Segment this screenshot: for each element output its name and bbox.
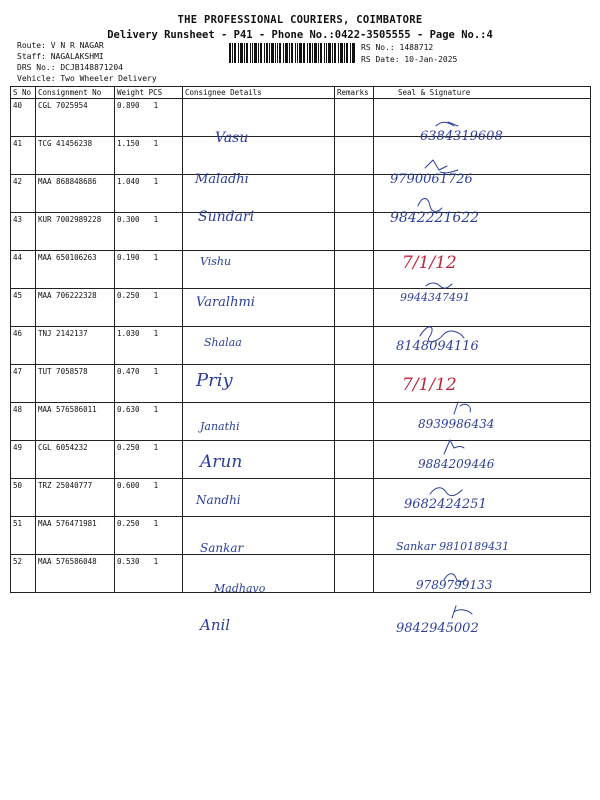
consignment-cell: KUR 7002989228 bbox=[36, 213, 115, 251]
col-remarks-header: Remarks bbox=[335, 87, 374, 99]
consignee-handwriting: Maladhi bbox=[195, 172, 249, 187]
sno-cell: 46 bbox=[11, 327, 36, 365]
col-weight-header: Weight bbox=[117, 88, 145, 97]
signature-handwriting: 9884209446 bbox=[418, 457, 495, 471]
sno-cell: 45 bbox=[11, 289, 36, 327]
pcs-value: 1 bbox=[153, 329, 159, 338]
vehicle-label: Vehicle: Two Wheeler Delivery bbox=[17, 74, 157, 83]
sno-cell: 44 bbox=[11, 251, 36, 289]
sno-cell: 49 bbox=[11, 441, 36, 479]
consignee-handwriting: Sundari bbox=[198, 209, 255, 225]
sno-cell: 43 bbox=[11, 213, 36, 251]
consignment-cell: MAA 868848686 bbox=[36, 175, 115, 213]
weight-value: 0.250 bbox=[117, 291, 140, 300]
company-title: THE PROFESSIONAL COURIERS, COIMBATORE bbox=[177, 14, 423, 26]
weight-value: 1.040 bbox=[117, 177, 140, 186]
weight-value: 0.890 bbox=[117, 101, 140, 110]
drs-number: DRS No.: DCJB148871204 bbox=[17, 63, 123, 72]
sno-cell: 41 bbox=[11, 137, 36, 175]
consignee-handwriting: Arun bbox=[200, 452, 243, 472]
runsheet-subtitle: Delivery Runsheet - P41 - Phone No.:0422-3505555 - Page No.:4 bbox=[107, 29, 493, 41]
rs-number: RS No.: 1488712 bbox=[361, 43, 434, 52]
signature-handwriting: 8148094116 bbox=[396, 339, 479, 354]
staff-label: Staff: NAGALAKSHMI bbox=[17, 52, 104, 61]
consignee-handwriting: Varalhmi bbox=[196, 295, 255, 310]
pcs-value: 1 bbox=[153, 253, 159, 262]
col-consignee-header: Consignee Details bbox=[183, 87, 335, 99]
col-pcs-header: PCS bbox=[148, 88, 163, 97]
pcs-value: 1 bbox=[153, 443, 159, 452]
weight-value: 1.150 bbox=[117, 139, 140, 148]
signature-handwriting: 9789799133 bbox=[416, 578, 493, 592]
sno-cell: 47 bbox=[11, 365, 36, 403]
weight-value: 0.600 bbox=[117, 481, 140, 490]
weight-value: 1.030 bbox=[117, 329, 140, 338]
consignee-handwriting: Vasu bbox=[215, 130, 249, 146]
weight-value: 0.470 bbox=[117, 367, 140, 376]
sno-cell: 40 bbox=[11, 99, 36, 137]
signature-handwriting: 9682424251 bbox=[404, 497, 487, 512]
sno-cell: 51 bbox=[11, 517, 36, 555]
consignee-handwriting: Nandhi bbox=[196, 493, 241, 507]
weight-value: 0.300 bbox=[117, 215, 140, 224]
weight-value: 0.530 bbox=[117, 557, 140, 566]
pcs-value: 1 bbox=[153, 215, 159, 224]
col-seal-header: Seal & Signature bbox=[374, 87, 591, 99]
consignee-handwriting: Madhavo bbox=[214, 582, 266, 595]
sno-cell: 52 bbox=[11, 555, 36, 593]
pcs-value: 1 bbox=[153, 177, 159, 186]
weight-value: 0.250 bbox=[117, 443, 140, 452]
consignment-cell: TCG 41456238 bbox=[36, 137, 115, 175]
sno-cell: 50 bbox=[11, 479, 36, 517]
weight-value: 0.250 bbox=[117, 519, 140, 528]
consignment-cell: MAA 576586048 bbox=[36, 555, 115, 593]
route-label: Route: V N R NAGAR bbox=[17, 41, 104, 50]
signature-handwriting: 9842221622 bbox=[390, 210, 480, 226]
consignment-cell: CGL 6054232 bbox=[36, 441, 115, 479]
rs-date: RS Date: 10-Jan-2025 bbox=[361, 55, 458, 64]
consignee-handwriting: Janathi bbox=[200, 420, 240, 433]
signature-handwriting: 6384319608 bbox=[420, 129, 503, 144]
consignment-cell: MAA 706222328 bbox=[36, 289, 115, 327]
signature-handwriting: 7/1/12 bbox=[402, 253, 457, 273]
pcs-value: 1 bbox=[153, 557, 159, 566]
consignee-handwriting: Vishu bbox=[200, 255, 232, 268]
pcs-value: 1 bbox=[153, 405, 159, 414]
signature-handwriting: Sankar 9810189431 bbox=[396, 540, 510, 553]
pcs-value: 1 bbox=[153, 367, 159, 376]
pcs-value: 1 bbox=[153, 481, 159, 490]
pcs-value: 1 bbox=[153, 519, 159, 528]
consignment-cell: CGL 7025954 bbox=[36, 99, 115, 137]
weight-value: 0.630 bbox=[117, 405, 140, 414]
signature-handwriting: 8939986434 bbox=[418, 417, 495, 431]
consignment-cell: TUT 7058578 bbox=[36, 365, 115, 403]
sno-cell: 42 bbox=[11, 175, 36, 213]
pcs-value: 1 bbox=[153, 101, 159, 110]
signature-handwriting: 7/1/12 bbox=[402, 375, 457, 395]
col-sno-header: S No bbox=[11, 87, 36, 99]
consignment-cell: TNJ 2142137 bbox=[36, 327, 115, 365]
pcs-value: 1 bbox=[153, 291, 159, 300]
consignee-handwriting: Sankar bbox=[200, 541, 244, 555]
consignment-cell: MAA 650106263 bbox=[36, 251, 115, 289]
weight-value: 0.190 bbox=[117, 253, 140, 262]
consignment-cell: MAA 576586011 bbox=[36, 403, 115, 441]
pcs-value: 1 bbox=[153, 139, 159, 148]
consignment-cell: TRZ 25040777 bbox=[36, 479, 115, 517]
signature-handwriting: 9842945002 bbox=[396, 621, 479, 636]
consignee-handwriting: Shalaa bbox=[204, 336, 242, 349]
signature-handwriting: 9944347491 bbox=[400, 291, 470, 304]
consignment-cell: MAA 576471981 bbox=[36, 517, 115, 555]
sno-cell: 48 bbox=[11, 403, 36, 441]
signature-handwriting: 9790061726 bbox=[390, 172, 473, 187]
consignee-handwriting: Anil bbox=[200, 616, 231, 634]
col-consignment-header: Consignment No bbox=[36, 87, 115, 99]
consignee-handwriting: Priy bbox=[196, 370, 233, 391]
